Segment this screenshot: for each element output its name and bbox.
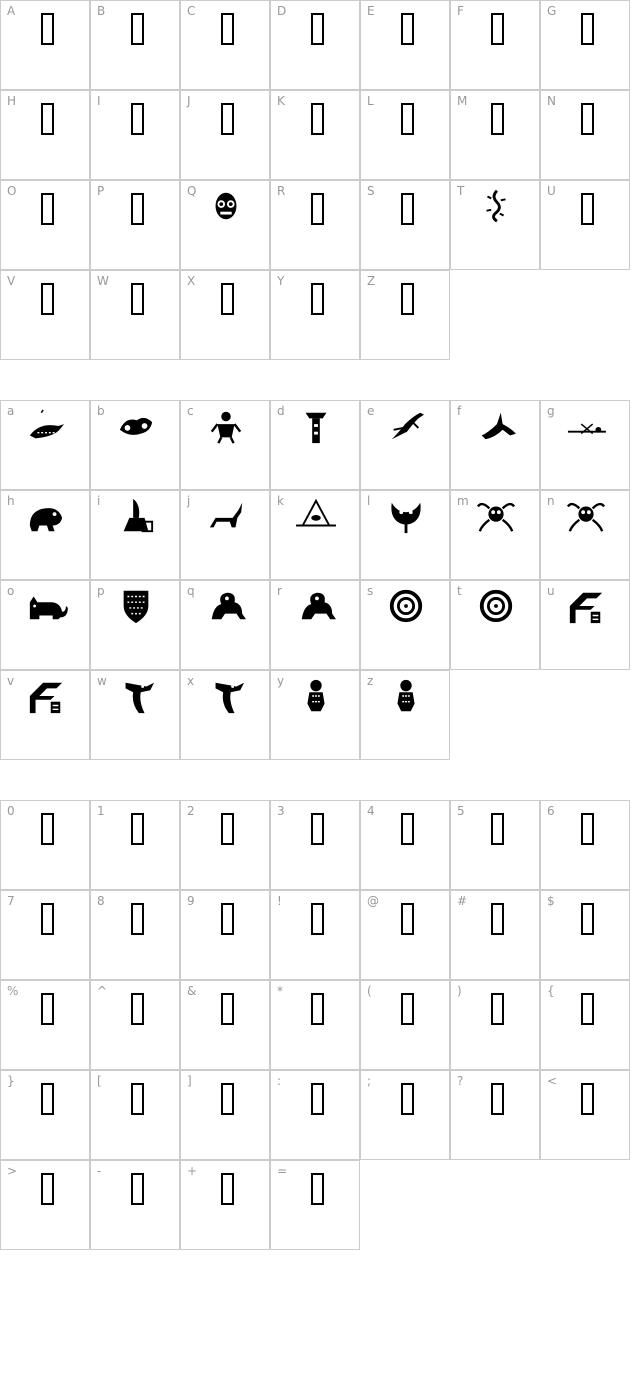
glyph-char-label: O (7, 184, 17, 198)
glyph-char-label: X (187, 274, 196, 288)
glyph-cell (0, 580, 90, 670)
glyph-cell (360, 270, 450, 360)
glyph-cell (90, 90, 180, 180)
glyph-char-label: L (367, 94, 374, 108)
glyph-char-label: ] (187, 1074, 192, 1088)
glyph-char-label: : (277, 1074, 282, 1088)
missing-glyph-icon (303, 1081, 331, 1117)
lizard-icon (473, 187, 519, 225)
glyph-cell (180, 580, 270, 670)
glyph-char-label: K (277, 94, 285, 108)
glyph-char-label: A (7, 4, 16, 18)
missing-glyph-icon (303, 11, 331, 47)
glyph-char-label: t (457, 584, 462, 598)
glyph-cell (270, 670, 360, 760)
glyph-cell (450, 400, 540, 490)
glyph-char-label: N (547, 94, 556, 108)
glyph-char-label: C (187, 4, 196, 18)
glyph-char-label: l (367, 494, 371, 508)
glyph-char-label: n (547, 494, 555, 508)
missing-glyph-icon (213, 991, 241, 1027)
glyph-char-label: Z (367, 274, 376, 288)
glyph-char-label: b (97, 404, 105, 418)
glyph-cell (540, 180, 630, 270)
crouching-animal-icon (23, 497, 69, 535)
glyph-cell (360, 580, 450, 670)
missing-glyph-icon (33, 281, 61, 317)
glyph-char-label: e (367, 404, 375, 418)
glyph-char-label: E (367, 4, 375, 18)
glyph-cell (90, 890, 180, 980)
glyph-cell (360, 800, 450, 890)
glyph-char-label: G (547, 4, 557, 18)
glyph-cell (270, 580, 360, 670)
glyph-cell (180, 980, 270, 1070)
glyph-char-label: W (97, 274, 109, 288)
glyph-cell (270, 400, 360, 490)
glyph-cell (450, 800, 540, 890)
glyph-cell (450, 0, 540, 90)
glyph-cell (180, 800, 270, 890)
glyph-char-label: g (547, 404, 555, 418)
missing-glyph-icon (33, 101, 61, 137)
missing-glyph-icon (393, 281, 421, 317)
seated-figure-icon (383, 677, 429, 715)
glyph-cell (270, 270, 360, 360)
missing-glyph-icon (393, 101, 421, 137)
glyph-char-label: - (97, 1164, 102, 1178)
figure-icon (203, 407, 249, 445)
glyph-char-label: q (187, 584, 195, 598)
glyph-cell (270, 1160, 360, 1250)
glyph-char-label: f (457, 404, 462, 418)
missing-glyph-icon (33, 811, 61, 847)
glyph-cell (90, 0, 180, 90)
spider-figure-icon (473, 497, 519, 535)
glyph-cell (0, 180, 90, 270)
glyph-char-label: F (457, 4, 464, 18)
glyph-cell (0, 980, 90, 1070)
glyph-char-label: Q (187, 184, 197, 198)
glyph-char-label: % (7, 984, 19, 998)
glyph-char-label: [ (97, 1074, 102, 1088)
glyph-cell (540, 90, 630, 180)
dragon-head-icon (113, 677, 159, 715)
glyph-cell (0, 1160, 90, 1250)
missing-glyph-icon (123, 281, 151, 317)
glyph-char-label: + (187, 1164, 198, 1178)
glyph-cell (270, 980, 360, 1070)
glyph-cell (90, 980, 180, 1070)
glyph-char-label: x (187, 674, 195, 688)
missing-glyph-icon (573, 1081, 601, 1117)
glyph-cell (90, 800, 180, 890)
glyph-char-label: i (97, 494, 101, 508)
missing-glyph-icon (393, 811, 421, 847)
glyph-char-label: I (97, 94, 101, 108)
glyph-cell (270, 1070, 360, 1160)
glyph-char-label: 6 (547, 804, 555, 818)
missing-glyph-icon (123, 901, 151, 937)
glyph-cell (180, 1160, 270, 1250)
glyph-cell (0, 490, 90, 580)
missing-glyph-icon (213, 281, 241, 317)
glyph-char-label: & (187, 984, 197, 998)
missing-glyph-icon (393, 11, 421, 47)
spider-figure-icon (563, 497, 609, 535)
glyph-cell (90, 1160, 180, 1250)
glyph-char-label: c (187, 404, 194, 418)
glyph-cell (450, 890, 540, 980)
missing-glyph-icon (573, 101, 601, 137)
goat-icon (203, 497, 249, 535)
missing-glyph-icon (483, 101, 511, 137)
missing-glyph-icon (33, 1171, 61, 1207)
glyph-char-label: ? (457, 1074, 464, 1088)
bird-icon (23, 407, 69, 445)
glyph-char-label: M (457, 94, 468, 108)
pyramid-eye-icon (293, 497, 339, 535)
missing-glyph-icon (213, 901, 241, 937)
glyph-cell (540, 890, 630, 980)
glyph-cell (270, 890, 360, 980)
glyph-char-label: U (547, 184, 556, 198)
stepped-fret-icon (23, 677, 69, 715)
missing-glyph-icon (213, 1081, 241, 1117)
glyph-char-label: T (457, 184, 465, 198)
glyph-cell (90, 400, 180, 490)
missing-glyph-icon (303, 1171, 331, 1207)
missing-glyph-icon (393, 991, 421, 1027)
glyph-cell (0, 890, 90, 980)
glyph-cell (0, 1070, 90, 1160)
glyph-char-label: B (97, 4, 106, 18)
glyph-char-label: ( (367, 984, 372, 998)
glyph-cell (450, 1070, 540, 1160)
glyph-cell (450, 90, 540, 180)
missing-glyph-icon (123, 11, 151, 47)
glyph-cell (450, 580, 540, 670)
glyph-char-label: = (277, 1164, 288, 1178)
missing-glyph-icon (33, 1081, 61, 1117)
glyph-cell (90, 670, 180, 760)
glyph-cell (180, 90, 270, 180)
coiled-serpent-icon (473, 587, 519, 625)
glyph-char-label: Y (277, 274, 285, 288)
glyph-cell (180, 0, 270, 90)
totem-icon (293, 407, 339, 445)
glyph-cell (180, 890, 270, 980)
glyph-char-label: 4 (367, 804, 375, 818)
glyph-char-label: 1 (97, 804, 105, 818)
glyph-char-label: 2 (187, 804, 195, 818)
glyph-char-label: # (457, 894, 468, 908)
glyph-cell (270, 180, 360, 270)
glyph-char-label: 8 (97, 894, 105, 908)
glyph-cell (360, 980, 450, 1070)
glyph-char-label: m (457, 494, 469, 508)
missing-glyph-icon (573, 11, 601, 47)
missing-glyph-icon (33, 11, 61, 47)
glyph-char-label: h (7, 494, 15, 508)
glyph-char-label: u (547, 584, 555, 598)
glyph-cell (360, 490, 450, 580)
missing-glyph-icon (573, 191, 601, 227)
missing-glyph-icon (213, 11, 241, 47)
dragonfly-icon (563, 407, 609, 445)
missing-glyph-icon (303, 191, 331, 227)
glyph-char-label: v (7, 674, 15, 688)
glyph-char-label: ^ (97, 984, 108, 998)
glyph-cell (360, 890, 450, 980)
glyph-cell (0, 270, 90, 360)
leaping-animal-icon (473, 407, 519, 445)
glyph-char-label: ! (277, 894, 282, 908)
glyph-cell (540, 980, 630, 1070)
missing-glyph-icon (213, 811, 241, 847)
missing-glyph-icon (303, 991, 331, 1027)
glyph-char-label: * (277, 984, 283, 998)
missing-glyph-icon (303, 901, 331, 937)
glyph-cell (90, 1070, 180, 1160)
glyph-cell (270, 0, 360, 90)
missing-glyph-icon (303, 811, 331, 847)
missing-glyph-icon (213, 101, 241, 137)
lion-icon (203, 587, 249, 625)
glyph-char-label: J (187, 94, 191, 108)
creature-icon (113, 407, 159, 445)
glyph-cell (360, 90, 450, 180)
glyph-char-label: V (7, 274, 16, 288)
glyph-char-label: R (277, 184, 286, 198)
missing-glyph-icon (33, 901, 61, 937)
missing-glyph-icon (123, 101, 151, 137)
horned-mask-icon (383, 497, 429, 535)
missing-glyph-icon (393, 901, 421, 937)
dragon-head-icon (203, 677, 249, 715)
glyph-char-label: w (97, 674, 107, 688)
missing-glyph-icon (483, 811, 511, 847)
glyph-cell (180, 400, 270, 490)
missing-glyph-icon (483, 1081, 511, 1117)
missing-glyph-icon (33, 191, 61, 227)
glyph-char-label: 0 (7, 804, 15, 818)
glyph-cell (90, 180, 180, 270)
glyph-cell (360, 670, 450, 760)
shield-icon (113, 587, 159, 625)
glyph-cell (540, 580, 630, 670)
missing-glyph-icon (123, 991, 151, 1027)
glyph-char-label: d (277, 404, 285, 418)
glyph-char-label: H (7, 94, 17, 108)
coiled-serpent-icon (383, 587, 429, 625)
missing-glyph-icon (393, 191, 421, 227)
glyph-char-label: 7 (7, 894, 15, 908)
missing-glyph-icon (123, 1081, 151, 1117)
glyph-cell (360, 1070, 450, 1160)
glyph-char-label: D (277, 4, 287, 18)
missing-glyph-icon (483, 11, 511, 47)
glyph-char-label: P (97, 184, 105, 198)
glyph-cell (450, 980, 540, 1070)
glyph-cell (360, 400, 450, 490)
glyph-cell (540, 800, 630, 890)
glyph-cell (90, 270, 180, 360)
glyph-cell (540, 0, 630, 90)
glyph-char-label: } (7, 1074, 15, 1088)
glyph-cell (180, 270, 270, 360)
missing-glyph-icon (33, 991, 61, 1027)
glyph-cell (90, 580, 180, 670)
missing-glyph-icon (123, 1171, 151, 1207)
glyph-cell (180, 670, 270, 760)
glyph-char-label: 9 (187, 894, 195, 908)
glyph-char-label: > (7, 1164, 18, 1178)
glyph-cell (360, 0, 450, 90)
glyph-char-label: p (97, 584, 105, 598)
glyph-char-label: j (187, 494, 191, 508)
glyph-cell (0, 0, 90, 90)
missing-glyph-icon (573, 811, 601, 847)
missing-glyph-icon (213, 1171, 241, 1207)
cat-icon (23, 587, 69, 625)
glyph-char-label: r (277, 584, 282, 598)
owl-mask-icon (203, 187, 249, 225)
glyph-cell (180, 490, 270, 580)
missing-glyph-icon (123, 191, 151, 227)
glyph-cell (0, 400, 90, 490)
glyph-char-label: y (277, 674, 285, 688)
glyph-char-label: k (277, 494, 284, 508)
glyph-char-label: o (7, 584, 15, 598)
glyph-cell (270, 90, 360, 180)
glyph-char-label: s (367, 584, 374, 598)
glyph-cell (180, 180, 270, 270)
missing-glyph-icon (303, 101, 331, 137)
glyph-cell (540, 490, 630, 580)
glyph-cell (180, 1070, 270, 1160)
glyph-cell (450, 180, 540, 270)
warrior-icon (113, 497, 159, 535)
glyph-cell (0, 670, 90, 760)
glyph-cell (270, 800, 360, 890)
missing-glyph-icon (483, 901, 511, 937)
glyph-cell (0, 90, 90, 180)
glyph-cell (450, 490, 540, 580)
glyph-char-label: S (367, 184, 375, 198)
glyph-cell (540, 1070, 630, 1160)
glyph-char-label: z (367, 674, 374, 688)
glyph-cell (270, 490, 360, 580)
missing-glyph-icon (123, 811, 151, 847)
missing-glyph-icon (393, 1081, 421, 1117)
missing-glyph-icon (303, 281, 331, 317)
glyph-char-label: < (547, 1074, 558, 1088)
runner-icon (383, 407, 429, 445)
lion-icon (293, 587, 339, 625)
glyph-char-label: 3 (277, 804, 285, 818)
glyph-cell (360, 180, 450, 270)
glyph-cell (540, 400, 630, 490)
glyph-char-label: a (7, 404, 15, 418)
glyph-char-label: { (547, 984, 555, 998)
missing-glyph-icon (573, 991, 601, 1027)
glyph-char-label: @ (367, 894, 379, 908)
glyph-cell (90, 490, 180, 580)
glyph-char-label: ) (457, 984, 462, 998)
glyph-char-label: ; (367, 1074, 372, 1088)
stepped-fret-icon (563, 587, 609, 625)
glyph-char-label: $ (547, 894, 555, 908)
seated-figure-icon (293, 677, 339, 715)
glyph-char-label: 5 (457, 804, 465, 818)
missing-glyph-icon (573, 901, 601, 937)
glyph-cell (0, 800, 90, 890)
missing-glyph-icon (483, 991, 511, 1027)
